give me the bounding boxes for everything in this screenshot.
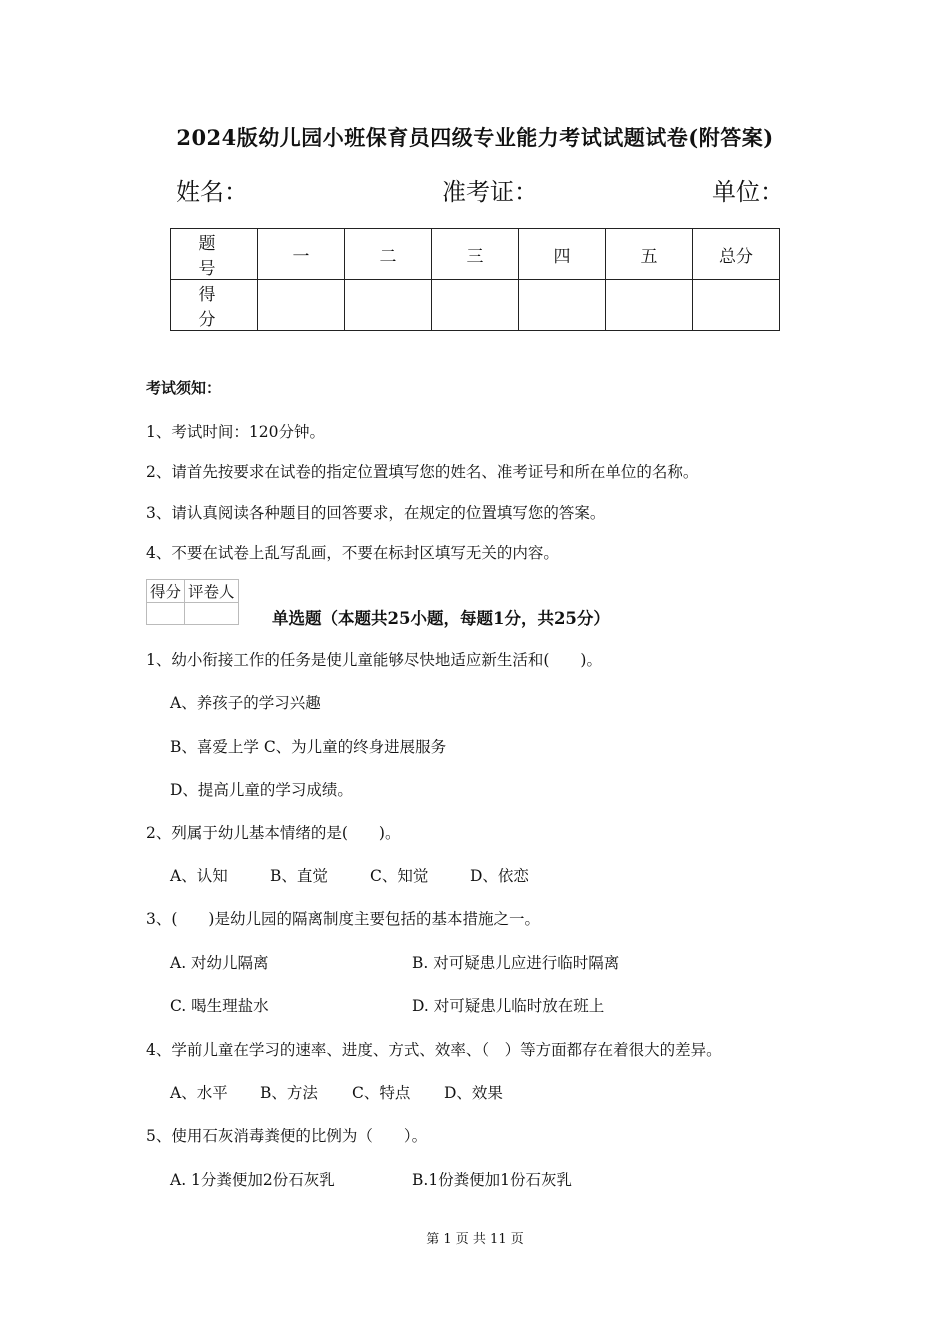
question-stem: 3、( )是幼儿园的隔离制度主要包括的基本措施之一。 xyxy=(146,910,540,928)
score-cell[interactable] xyxy=(693,280,780,331)
question-option: D. 对可疑患儿临时放在班上 xyxy=(412,997,605,1015)
question-option: B、方法 xyxy=(260,1084,318,1102)
question-option: C. 喝生理盐水 xyxy=(170,997,269,1015)
exam-title: 2024版幼儿园小班保育员四级专业能力考试试题试卷(附答案) xyxy=(176,125,774,150)
score-cell[interactable] xyxy=(432,280,519,331)
score-table-header-cell: 四 xyxy=(519,229,606,280)
score-table-header-cell: 二 xyxy=(345,229,432,280)
notice-item: 3、请认真阅读各种题目的回答要求，在规定的位置填写您的答案。 xyxy=(146,504,606,522)
question-stem: 2、列属于幼儿基本情绪的是( )。 xyxy=(146,824,401,842)
question-option: B. 对可疑患儿应进行临时隔离 xyxy=(412,954,620,972)
question-option: D、提高儿童的学习成绩。 xyxy=(170,781,353,799)
question-stem: 5、使用石灰消毒粪便的比例为（ ）。 xyxy=(146,1127,428,1145)
grader-reviewer-cell[interactable] xyxy=(185,603,239,625)
section-title: 单选题（本题共25小题，每题1分，共25分） xyxy=(272,609,610,628)
score-table-header-cell: 总分 xyxy=(693,229,780,280)
score-table-score-row xyxy=(171,280,780,331)
question-stem: 1、幼小衔接工作的任务是使儿童能够尽快地适应新生活和( )。 xyxy=(146,651,602,669)
question-option: C、特点 xyxy=(352,1084,411,1102)
score-cell[interactable] xyxy=(258,280,345,331)
score-cell[interactable] xyxy=(519,280,606,331)
score-table-header-cell: 五 xyxy=(606,229,693,280)
grader-reviewer-label: 评卷人 xyxy=(185,580,239,603)
score-cell[interactable] xyxy=(606,280,693,331)
grader-table xyxy=(146,579,239,625)
question-option: D、依恋 xyxy=(470,867,529,885)
question-option: A、养孩子的学习兴趣 xyxy=(170,694,321,712)
question-option: A、水平 xyxy=(170,1084,228,1102)
question-option: B、喜爱上学 C、为儿童的终身进展服务 xyxy=(170,738,447,756)
score-table xyxy=(170,228,780,331)
question-option: B、直觉 xyxy=(270,867,328,885)
score-row-label: 得 分 xyxy=(171,280,258,331)
notice-title: 考试须知： xyxy=(146,379,222,397)
score-table-header-cell: 一 xyxy=(258,229,345,280)
score-table-header-cell: 题 号 xyxy=(171,229,258,280)
question-stem: 4、学前儿童在学习的速率、进度、方式、效率、（ ）等方面都存在着很大的差异。 xyxy=(146,1041,722,1059)
name-field-label: 姓名： xyxy=(176,178,248,206)
question-option: A. 对幼儿隔离 xyxy=(170,954,269,972)
notice-item: 4、不要在试卷上乱写乱画，不要在标封区填写无关的内容。 xyxy=(146,544,559,562)
notice-item: 2、请首先按要求在试卷的指定位置填写您的姓名、准考证号和所在单位的名称。 xyxy=(146,463,699,481)
question-option: C、知觉 xyxy=(370,867,429,885)
exam-id-field-label: 准考证： xyxy=(442,178,538,206)
question-option: A、认知 xyxy=(170,867,228,885)
score-table-header-row xyxy=(171,229,780,280)
notice-item: 1、考试时间：120分钟。 xyxy=(146,423,325,441)
question-option: B.1份粪便加1份石灰乳 xyxy=(412,1171,573,1189)
page-footer: 第 1 页 共 11 页 xyxy=(426,1232,524,1247)
score-cell[interactable] xyxy=(345,280,432,331)
score-table-header-cell: 三 xyxy=(432,229,519,280)
question-option: A. 1分粪便加2份石灰乳 xyxy=(170,1171,335,1189)
unit-field-label: 单位： xyxy=(712,178,784,206)
grader-score-label: 得分 xyxy=(147,580,185,603)
question-option: D、效果 xyxy=(444,1084,503,1102)
grader-score-cell[interactable] xyxy=(147,603,185,625)
